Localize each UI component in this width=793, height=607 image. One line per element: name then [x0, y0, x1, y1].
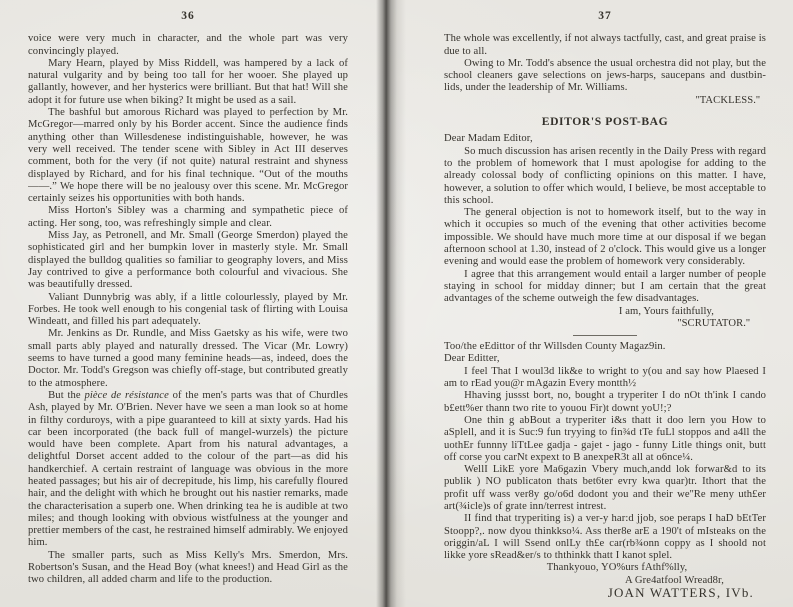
paragraph-continuation: voice were very much in character, and the whole part was very convincingly played.: [28, 33, 348, 57]
paragraph-petronell: Miss Jay, as Petronell, and Mr. Small (George Smerdon) played the sophisticated girl and her bumpkin lover in masterly style. Mr. Small displayed the bulldog qualities so familiar to geography lovers, and Miss Jay contrived to give a performance both colourful and vivacious. She was beautifully dressed.: [28, 230, 348, 291]
letter2-paragraph: II find that tryperiting is) a ver-y har:d jjob, soe peraps I haD bEtTer Stoopp?,. now dyou thinkkso¼. Ass ther8e arE a 190't of mIsteaks on the origgin/aL I will Ssend onlLy th£e car(rb¾onn coppy as I shoold not likke yore sRead&er/s to ththinkk thatt I kanot splel.: [444, 513, 766, 562]
letter2-paragraph: WellI LikE yore Ma6gazin Vbery much,andd lok forwar&d to its publik ) NO publicaton thats bet6ter evry kwa quar)tr. Ithort that the profit uff wass ver8y go/o6d dodont you and their we''Re meny uth£er art(¾icle)s of grate inn/terrest intrest.: [444, 464, 766, 512]
paragraph-jenkins: Mr. Jenkins as Dr. Rundle, and Miss Gaetsky as his wife, were two small parts ably played and naturally dressed. The Vicar (Mr. Lowry) seems to have turned a good many feminine heads—as, indeed, does the Doctor. Mr. Todd's Gregson was chiefly off-stage, but contributed greatly to the atmosphere.: [28, 328, 348, 389]
letter1-paragraph: So much discussion has arisen recently in the Daily Press with regard to the problem of homework that I must apologise for adding to the already colossal body of conflicting opinions on this matter. I have, however, a solution to offer which would, I believe, be most acceptable to this school.: [444, 145, 766, 206]
paragraph-smaller-parts: The smaller parts, such as Miss Kelly's Mrs. Smerdon, Mrs. Robertson's Susan, and the Head Boy (what knees!) and Head Girl as the two children, all added charm and life to the production.: [28, 549, 348, 586]
section-heading-editors-postbag: EDITOR'S POST-BAG: [541, 115, 669, 129]
letter2-paragraph: I feel That I woul3d lik&e to wright to y(ou and say how Plaesed I am to rEad you@r mAgazin Every montth½: [444, 365, 766, 390]
paragraph-churdles-ash: [28, 390, 348, 550]
signature-tackless: ''TACKLESS.'': [695, 94, 760, 106]
letter2-paragraph: Hhaving jussst bort, no, bought a tryperiter I do nOt th'ink I cando b£ett%er thann two rite to youou Fir)t downt yoU!;?: [444, 390, 766, 414]
paragraph-richard: The bashful but amorous Richard was played to perfection by Mr. McGregor—marred only by his Border accent. Since the audience finds anything other than Willesdenese indistinguishable, however, he was very well received. The tender scene with Sibley in Act III deserves comment, both for the very (if not quite) natural restraint and shyness displayed by Richard, and for his final technique. “Out of the mouths——.” We hope there will be no jealousy over this scene. Mr. McGregor certainly seizes his opportunities with both hands.: [28, 107, 348, 205]
letter2-paragraph: One thin g abBout a tryperiter i&s thatt it doo lern you How to aSplell, and it is Suc:9 fun tryying to fin¾d tTe fuLl stoppos and a4ll the uothEr funnny liTtLee gadja - gajet - jago - funny Litle things onit, butt off corse you carNt expext to B anexpeR3t all at o6nce¼.: [444, 414, 766, 463]
letter2-closing-wreader: A Gre4atfool Wread8r,: [624, 574, 724, 586]
paragraph-text: But the: [48, 389, 85, 401]
signature-joan-watters: JOAN WATTERS, IVb.: [607, 585, 754, 601]
letter2-salutation: Dear Editter,: [444, 353, 500, 365]
divider-rule: [573, 335, 637, 336]
letter2-closing-thanks: Thankyouo, YO%urs fAthf%lly,: [546, 562, 688, 574]
paragraph-text: of the men's parts was that of Churdles Ash, played by Mr. O'Brien. Never have we seen a man look so at home in filthy corduroys, with a pipe guaranteed to kill at sixty yards. Had his car been incorporated (the back full of mangel-wurzels) the picture would have been complete. Apart from his natural advantages, a delightful Dorset accent added to the colour of the part—as did his handkerchief. A certain restraint of language was obvious in the more heated passages; but his air of decrepitude, his limp, his carefully floured hair, and the delight with which he brought out his nastier remarks, made the characterisation a superb one. When drinking tea he is audible at two miles; and though looking with obvious wistfulness at the younger and prettier members of the cast, he restrained himself admirably. We enjoyed him.: [28, 389, 348, 549]
paragraph-whole-cast: The whole was excellently, if not always tactfully, cast, and great praise is due to all.: [444, 33, 766, 57]
letter1-closing: I am, Yours faithfully,: [618, 305, 714, 317]
paragraph-mary-hearn: Mary Hearn, played by Miss Riddell, was hampered by a lack of natural vulgarity and by being too tall for her wooer. She played up gallantly, however, and her hysterics were brilliant. But that hat! Will she adopt it for future use when biking? It might be used as a sail.: [28, 57, 348, 106]
letter1-paragraph: I agree that this arrangement would entail a larger number of people staying in school for midday dinner; but I am certain that the great advantages of the scheme outweigh the few disadvantages.: [444, 268, 766, 305]
letter1-paragraph: The general objection is not to homework itself, but to the way in which it occupies so much of the evening that other activities become impossible. We should have much more time at our disposal if we began afternoon school at 1.30, instead of 2 o'clock. This would give us a longer evening and would ease the problem of homework very considerably.: [444, 207, 766, 268]
letter2-address: Too/the eEdittor of thr Willsden County Magaz9in.: [444, 341, 666, 353]
page-36: [28, 10, 348, 604]
page-number-left: 36: [181, 10, 195, 22]
signature-scrutator: ''SCRUTATOR.'': [677, 317, 750, 329]
page-37: [444, 10, 766, 604]
paragraph-orchestra: Owing to Mr. Todd's absence the usual orchestra did not play, but the school cleaners gave selections on jews-harps, saucepans and dustbin-lids, under the leadership of Mr. Williams.: [444, 57, 766, 94]
paragraph-sibley: Miss Horton's Sibley was a charming and sympathetic piece of acting. Her song, too, was refreshingly simple and clear.: [28, 205, 348, 229]
piece-de-resistance-italic: pièce de résistance: [84, 389, 169, 401]
paragraph-dunnybrig: Valiant Dunnybrig was ably, if a little colourlessly, played by Mr. Forbes. He took well enough to his congenial task of flirting with Louisa Windeatt, and filled his part adequately.: [28, 291, 348, 328]
page-number-right: 37: [598, 10, 612, 22]
page-gutter-shadow: [376, 0, 406, 607]
letter1-salutation: Dear Madam Editor,: [444, 133, 533, 145]
